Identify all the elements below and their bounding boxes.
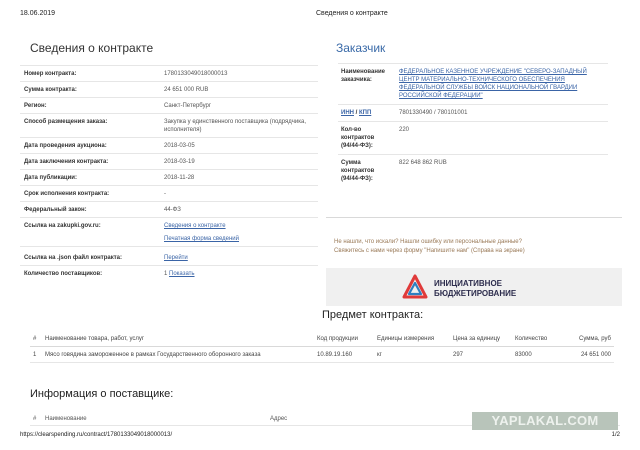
banner-text (434, 279, 516, 299)
initiative-budgeting-banner[interactable] (326, 268, 622, 306)
procurement-method-value: Закупка у единственного поставщика (подрядчика, исполнителя) (160, 114, 318, 138)
table-row (20, 82, 318, 98)
banner-line-1: ИНИЦИАТИВНОЕ (434, 279, 502, 288)
table-row (338, 105, 608, 122)
contract-number-value: 1780133049018000013 (160, 66, 318, 82)
print-page-number: 1/2 (611, 432, 620, 438)
contracts-sum-value: 822 648 862 RUB (396, 155, 608, 188)
zakupki-link-label: Ссылка на zakupki.gov.ru: (20, 218, 160, 247)
row-sum: 24 651 000 (562, 347, 614, 363)
suppliers-count-value: 1 (164, 271, 168, 277)
col-unit: Единицы измерения (374, 333, 450, 347)
table-row (20, 66, 318, 82)
contract-section-title: Сведения о контракте (30, 41, 154, 55)
customer-details-table (338, 63, 608, 187)
contract-details-table (20, 65, 318, 281)
contract-sum-label: Сумма контракта: (20, 82, 160, 98)
col-number: # (30, 333, 42, 347)
contracts-count-value: 220 (396, 122, 608, 155)
table-row (20, 154, 318, 170)
table-row (20, 202, 318, 218)
initiative-budgeting-logo-icon (402, 274, 428, 300)
contracts-sum-label: Сумма контрактов (94/44-ФЗ): (338, 155, 396, 188)
table-row (20, 138, 318, 154)
print-header (0, 0, 640, 22)
json-link-cell (160, 247, 318, 266)
col-code: Код продукции (314, 333, 374, 347)
print-form-link[interactable]: Печатная форма сведений (164, 236, 240, 242)
region-label: Регион: (20, 98, 160, 114)
print-footer (0, 430, 640, 450)
customer-section-title: Заказчик (336, 41, 386, 55)
conclusion-date-value: 2018-03-19 (160, 154, 318, 170)
contract-info-link[interactable]: Сведения о контракте (164, 223, 226, 229)
print-url: https://clearspending.ru/contract/1780133049018000013/ (20, 432, 173, 438)
feedback-hint (334, 238, 624, 256)
supplier-section-title: Информация о поставщике: (30, 388, 174, 400)
json-link-label: Ссылка на .json файл контракта: (20, 247, 160, 266)
contract-sum-value: 24 651 000 RUB (160, 82, 318, 98)
suppliers-count-cell (160, 266, 318, 282)
publication-date-value: 2018-11-28 (160, 170, 318, 186)
procurement-method-label: Способ размещения заказа: (20, 114, 160, 138)
inn-kpp-label (338, 105, 396, 122)
row-quantity: 83000 (512, 347, 562, 363)
show-suppliers-link[interactable]: Показать (169, 271, 195, 277)
table-row (338, 122, 608, 155)
conclusion-date-label: Дата заключения контракта: (20, 154, 160, 170)
subject-section-title: Предмет контракта: (322, 309, 424, 321)
inn-kpp-separator: / (355, 110, 358, 116)
inn-link[interactable]: ИНН (341, 110, 354, 116)
auction-date-label: Дата проведения аукциона: (20, 138, 160, 154)
watermark: YAPLAKAL.COM (472, 412, 618, 430)
feedback-hint-line-1: Не нашли, что искали? Нашли ошибку или персональные данные? (334, 239, 522, 245)
customer-panel-divider (326, 217, 622, 218)
row-price: 297 (450, 347, 512, 363)
federal-law-label: Федеральный закон: (20, 202, 160, 218)
auction-date-value: 2018-03-05 (160, 138, 318, 154)
print-title: Сведения о контракте (316, 10, 388, 17)
region-value: Санкт-Петербург (160, 98, 318, 114)
table-row (20, 218, 318, 247)
row-code: 10.89.19.160 (314, 347, 374, 363)
customer-panel (326, 30, 622, 220)
table-row (20, 98, 318, 114)
feedback-hint-line-2: Свяжитесь с нами через форму "Напишите нам" (Справа на экране) (334, 248, 525, 254)
customer-name-link[interactable]: ФЕДЕРАЛЬНОЕ КАЗЕННОЕ УЧРЕЖДЕНИЕ "СЕВЕРО-ЗАПАДНЫЙ ЦЕНТР МАТЕРИАЛЬНО-ТЕХНИЧЕСКОГО ОБЕСПЕЧЕНИЯ ФЕДЕРАЛЬНОЙ СЛУЖБЫ ВОЙСК НАЦИОНАЛЬНОЙ ГВАРДИИ РОССИЙСКОЙ ФЕДЕРАЦИИ" (399, 69, 587, 99)
kpp-link[interactable]: КПП (359, 110, 372, 116)
subject-table-header (30, 333, 614, 347)
table-row (20, 170, 318, 186)
table-row (338, 155, 608, 188)
col-sum: Сумма, руб (562, 333, 614, 347)
banner-line-2: БЮДЖЕТИРОВАНИЕ (434, 289, 517, 298)
row-number: 1 (30, 347, 42, 363)
contracts-count-label: Кол-во контрактов (94/44-ФЗ): (338, 122, 396, 155)
table-row (30, 347, 614, 363)
execution-term-value: - (160, 186, 318, 202)
row-unit: кг (374, 347, 450, 363)
table-row (338, 64, 608, 105)
supplier-col-name: Наименование (45, 416, 87, 422)
execution-term-label: Срок исполнения контракта: (20, 186, 160, 202)
federal-law-value: 44-ФЗ (160, 202, 318, 218)
table-row (20, 186, 318, 202)
suppliers-count-label: Количество поставщиков: (20, 266, 160, 282)
table-row (20, 247, 318, 266)
json-goto-link[interactable]: Перейти (164, 255, 188, 261)
customer-name-label: Наименование заказчика: (338, 64, 396, 105)
supplier-col-address: Адрес (270, 416, 288, 422)
contract-number-label: Номер контракта: (20, 66, 160, 82)
customer-name-cell (396, 64, 608, 105)
print-date: 18.06.2019 (20, 10, 56, 17)
table-row (20, 266, 318, 282)
table-row (20, 114, 318, 138)
row-name: Мясо говядина замороженное в рамках Государственного оборонного заказа (42, 347, 314, 363)
supplier-col-number: # (33, 416, 37, 422)
subject-table (30, 333, 614, 363)
zakupki-links (160, 218, 318, 247)
publication-date-label: Дата публикации: (20, 170, 160, 186)
col-price: Цена за единицу (450, 333, 512, 347)
col-quantity: Количество (512, 333, 562, 347)
col-name: Наименование товара, работ, услуг (42, 333, 314, 347)
inn-kpp-value: 7801330490 / 780101001 (396, 105, 608, 122)
